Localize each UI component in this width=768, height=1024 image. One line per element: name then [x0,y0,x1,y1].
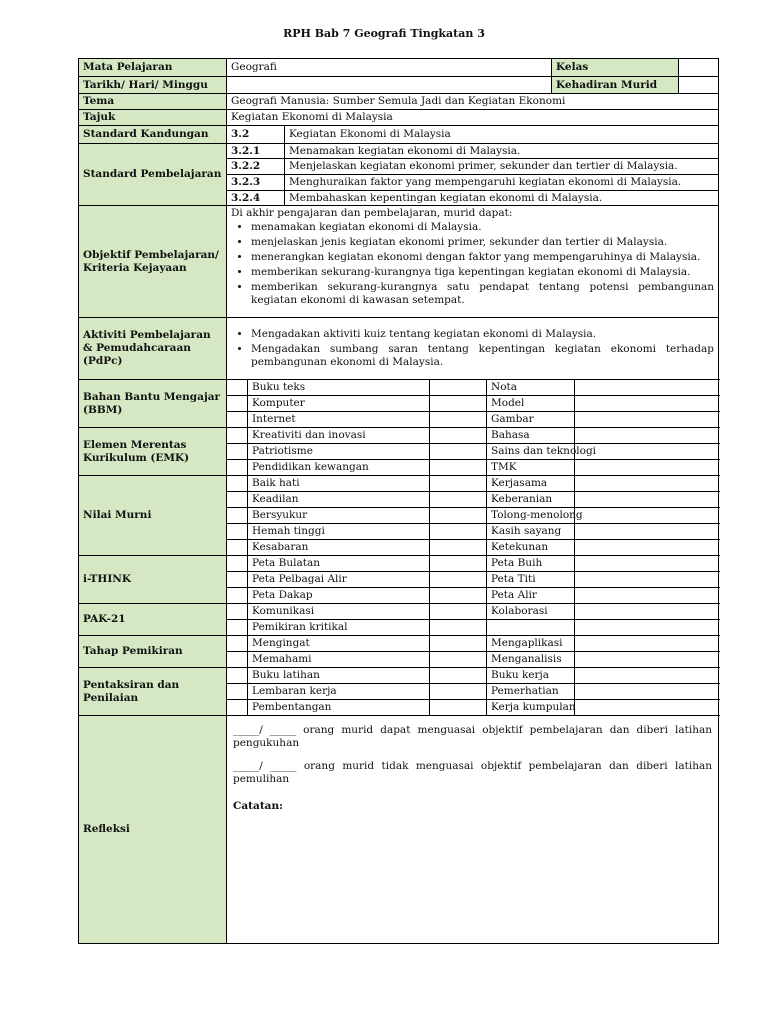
mata-pelajaran-label: Mata Pelajaran [79,59,227,77]
option-label: Buku latihan [248,668,430,684]
checkbox-cell[interactable] [430,572,487,588]
option-label: Buku kerja [487,668,575,684]
checkbox-cell[interactable] [575,588,719,604]
checkbox-cell[interactable] [430,540,487,556]
option-label: Peta Alir [487,588,575,604]
option-label: Peta Titi [487,572,575,588]
row-tajuk [79,110,719,126]
checkbox-cell[interactable] [430,492,487,508]
option-label: Ketekunan [487,540,575,556]
checkbox-cell[interactable] [575,380,719,396]
row-nilai-murni [79,476,719,492]
objektif-item: • menamakan kegiatan ekonomi di Malaysia. [251,220,714,235]
lesson-plan-table [78,58,719,944]
objektif-item: • menerangkan kegiatan ekonomi dengan faktor yang mempengaruhinya di Malaysia. [251,250,714,265]
option-label: Kerja kumpulan [487,700,575,716]
row-standard-kandungan [79,126,719,144]
checkbox-cell[interactable] [430,620,487,636]
row-sp-1 [79,144,719,159]
kehadiran-label: Kehadiran Murid [552,77,679,93]
checkbox-cell[interactable] [430,652,487,668]
row-aktiviti [79,318,719,380]
option-label: Kreativiti dan inovasi [248,428,430,444]
checkbox-cell[interactable] [227,396,248,412]
checkbox-cell[interactable] [575,508,719,524]
refleksi-content[interactable] [227,716,719,944]
option-label: Nota [487,380,575,396]
option-label: Model [487,396,575,412]
objektif-item: • memberikan sekurang-kurangnya satu pendapat tentang potensi pembangunan kegiatan ekonomi di kawasan setempat. [251,280,714,308]
group-label-nilai-murni: Nilai Murni [79,476,227,556]
aktiviti-item: • Mengadakan sumbang saran tentang kepentingan kegiatan ekonomi terhadap pembangunan ekonomi di Malaysia. [251,342,714,370]
option-label: Hemah tinggi [248,524,430,540]
row-pentaksiran-dan-penilaian [79,668,719,684]
checkbox-cell[interactable] [430,700,487,716]
refleksi-line-pemulihan: _____/ _____ orang murid tidak menguasai objektif pembelajaran dan diberi latihan pemulihan [233,760,712,785]
checkbox-cell[interactable] [227,476,248,492]
standard-kandungan-code: 3.2 [227,126,285,144]
option-label: Bersyukur [248,508,430,524]
group-label-tahap-pemikiran: Tahap Pemikiran [79,636,227,668]
checkbox-cell[interactable] [575,668,719,684]
checkbox-cell[interactable] [575,460,719,476]
checkbox-cell[interactable] [575,684,719,700]
tema-value: Geografi Manusia: Sumber Semula Jadi dan Kegiatan Ekonomi [227,94,719,110]
option-label: Menganalisis [487,652,575,668]
document-title: RPH Bab 7 Geografi Tingkatan 3 [283,27,485,40]
checkbox-cell[interactable] [227,508,248,524]
option-label: Gambar [487,412,575,428]
objektif-content [227,206,719,318]
option-label: Sains dan teknologi [487,444,575,460]
sp-text: Menjelaskan kegiatan ekonomi primer, sekunder dan tertier di Malaysia. [285,159,719,175]
checkbox-cell[interactable] [430,460,487,476]
objektif-intro: Di akhir pengajaran dan pembelajaran, murid dapat: [231,207,513,219]
option-label: Peta Dakap [248,588,430,604]
sp-code: 3.2.4 [227,191,285,206]
checkbox-cell[interactable] [575,652,719,668]
checkbox-cell[interactable] [575,620,719,636]
checkbox-cell[interactable] [227,444,248,460]
refleksi-line-pengukuhan: _____/ _____ orang murid dapat menguasai objektif pembelajaran dan diberi latihan pengukuhan [233,724,712,749]
checkbox-cell[interactable] [227,620,248,636]
option-label: Internet [248,412,430,428]
option-label: Pendidikan kewangan [248,460,430,476]
row-tema [79,94,719,110]
option-label: Baik hati [248,476,430,492]
row-bahan-bantu-mengajar-bbm [79,380,719,396]
group-label-pentaksiran-dan-penilaian: Pentaksiran dan Penilaian [79,668,227,716]
option-label: Pemikiran kritikal [248,620,430,636]
checkbox-cell[interactable] [430,476,487,492]
checkbox-cell[interactable] [430,636,487,652]
option-label: Patriotisme [248,444,430,460]
option-label: Bahasa [487,428,575,444]
objektif-item: • menjelaskan jenis kegiatan ekonomi primer, sekunder dan tertier di Malaysia. [251,235,714,250]
option-label: TMK [487,460,575,476]
checkbox-cell[interactable] [430,604,487,620]
option-label: Buku teks [248,380,430,396]
checkbox-cell[interactable] [227,636,248,652]
group-label-i-think: i-THINK [79,556,227,604]
option-label: Komunikasi [248,604,430,620]
checkbox-cell[interactable] [575,604,719,620]
checkbox-cell[interactable] [575,700,719,716]
checkbox-cell[interactable] [430,396,487,412]
option-label: Mengaplikasi [487,636,575,652]
option-label: Peta Pelbagai Alir [248,572,430,588]
checkbox-cell[interactable] [227,700,248,716]
checkbox-cell[interactable] [227,492,248,508]
option-label: Mengingat [248,636,430,652]
standard-pembelajaran-label: Standard Pembelajaran [79,144,227,206]
checkbox-cell[interactable] [227,556,248,572]
option-label [487,620,575,636]
checkbox-cell[interactable] [575,524,719,540]
objektif-list [231,220,714,308]
checkbox-cell[interactable] [430,524,487,540]
objektif-item: • memberikan sekurang-kurangnya tiga kepentingan kegiatan ekonomi di Malaysia. [251,265,714,280]
sp-code: 3.2.2 [227,159,285,175]
option-label: Kasih sayang [487,524,575,540]
group-label-bahan-bantu-mengajar-bbm: Bahan Bantu Mengajar (BBM) [79,380,227,428]
checkbox-cell[interactable] [430,412,487,428]
checkbox-cell[interactable] [227,668,248,684]
checkbox-cell[interactable] [575,540,719,556]
objektif-label: Objektif Pembelajaran/ Kriteria Kejayaan [79,206,227,318]
sp-text: Menamakan kegiatan ekonomi di Malaysia. [285,144,719,159]
checkbox-cell[interactable] [575,444,719,460]
kelas-label: Kelas [552,59,679,76]
checkbox-cell[interactable] [430,556,487,572]
tajuk-label: Tajuk [79,110,227,126]
checkbox-cell[interactable] [227,524,248,540]
row-tahap-pemikiran [79,636,719,652]
sp-code: 3.2.1 [227,144,285,159]
aktiviti-label: Aktiviti Pembelajaran & Pemudahcaraan (PdPc) [79,318,227,380]
option-label: Memahami [248,652,430,668]
mata-pelajaran-value[interactable]: Geografi [227,59,552,77]
checkbox-cell[interactable] [575,396,719,412]
checkbox-cell[interactable] [575,412,719,428]
kehadiran-value[interactable] [679,77,718,93]
standard-kandungan-text: Kegiatan Ekonomi di Malaysia [285,126,719,144]
checkbox-cell[interactable] [227,652,248,668]
checkbox-cell[interactable] [575,636,719,652]
checkbox-cell[interactable] [227,428,248,444]
checkbox-cell[interactable] [227,572,248,588]
row-pak-21 [79,604,719,620]
group-label-elemen-merentas-kurikulum-emk: Elemen Merentas Kurikulum (EMK) [79,428,227,476]
option-label: Pemerhatian [487,684,575,700]
option-label: Keadilan [248,492,430,508]
tarikh-label: Tarikh/ Hari/ Minggu [79,77,227,94]
sp-text: Membahaskan kepentingan kegiatan ekonomi di Malaysia. [285,191,719,206]
checkbox-cell[interactable] [430,508,487,524]
aktiviti-list [231,327,714,370]
tajuk-value: Kegiatan Ekonomi di Malaysia [227,110,719,126]
checkbox-cell[interactable] [575,476,719,492]
option-label: Kerjasama [487,476,575,492]
refleksi-label: Refleksi [79,716,227,944]
checkbox-cell[interactable] [227,540,248,556]
checkbox-cell[interactable] [227,684,248,700]
checkbox-cell[interactable] [575,556,719,572]
checkbox-cell[interactable] [575,572,719,588]
checkbox-cell[interactable] [227,412,248,428]
option-label: Peta Bulatan [248,556,430,572]
option-label: Keberanian [487,492,575,508]
checkbox-cell[interactable] [227,588,248,604]
refleksi-catatan: Catatan: [233,800,283,812]
option-label: Lembaran kerja [248,684,430,700]
kelas-cell [552,59,719,77]
option-label: Kesabaran [248,540,430,556]
tema-label: Tema [79,94,227,110]
checkbox-cell[interactable] [227,380,248,396]
standard-kandungan-label: Standard Kandungan [79,126,227,144]
row-i-think [79,556,719,572]
row-elemen-merentas-kurikulum-emk [79,428,719,444]
option-label: Tolong-menolong [487,508,575,524]
option-label: Pembentangan [248,700,430,716]
checkbox-cell[interactable] [430,444,487,460]
row-objektif [79,206,719,318]
row-mata-pelajaran [79,59,719,77]
option-label: Peta Buih [487,556,575,572]
checkbox-cell[interactable] [575,428,719,444]
sp-code: 3.2.3 [227,175,285,191]
checkbox-cell[interactable] [430,668,487,684]
checkbox-cell[interactable] [227,460,248,476]
checkbox-cell[interactable] [575,492,719,508]
aktiviti-item: • Mengadakan aktiviti kuiz tentang kegiatan ekonomi di Malaysia. [251,327,714,342]
row-tarikh [79,77,719,94]
aktiviti-content [227,318,719,380]
tarikh-value[interactable] [227,77,552,94]
checkbox-cell[interactable] [430,428,487,444]
kelas-value[interactable] [679,59,718,76]
checkbox-cell[interactable] [430,684,487,700]
group-label-pak-21: PAK-21 [79,604,227,636]
option-label: Komputer [248,396,430,412]
kehadiran-cell [552,77,719,94]
checkbox-cell[interactable] [430,380,487,396]
option-label: Kolaborasi [487,604,575,620]
sp-text: Menghuraikan faktor yang mempengaruhi kegiatan ekonomi di Malaysia. [285,175,719,191]
checkbox-cell[interactable] [430,588,487,604]
checkbox-cell[interactable] [227,604,248,620]
row-refleksi [79,716,719,944]
